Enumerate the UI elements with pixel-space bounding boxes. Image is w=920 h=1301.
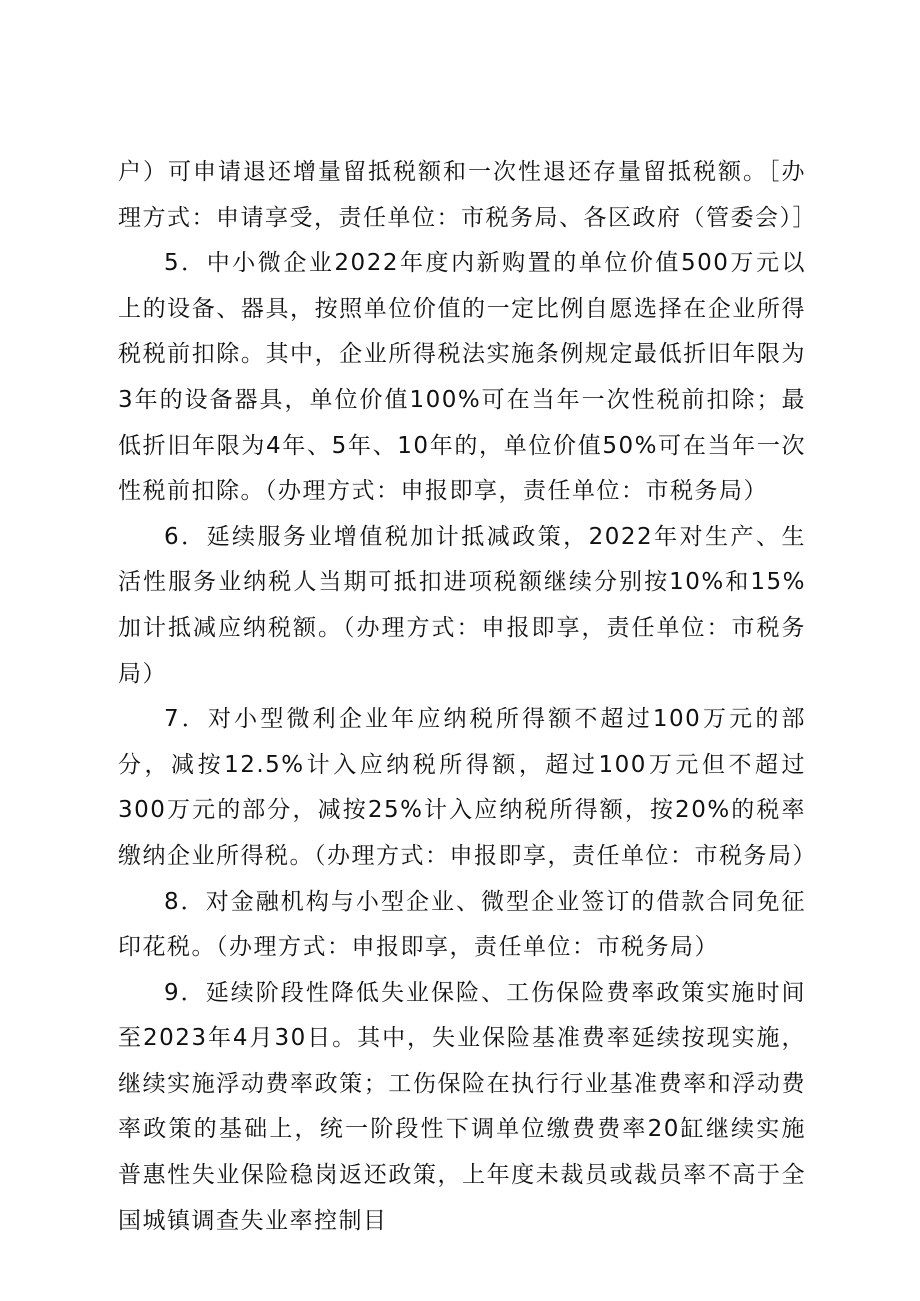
- paragraph-item-7: 7．对小型微利企业年应纳税所得额不超过100万元的部分，减按12.5%计入应纳税所得额，超过100万元但不超过300万元的部分，减按25%计入应纳税所得额，按20%的税率缴纳企业所得税。（办理方式：申报即享，责任单位：市税务局）: [118, 706, 817, 869]
- document-body: [118, 150, 817, 1244]
- paragraph-continuation: 户）可申请退还增量留抵税额和一次性退还存量留抵税额。［办理方式：申请享受，责任单位：市税务局、各区政府（管委会）］: [118, 159, 817, 231]
- paragraph-item-6: 6．延续服务业增值税加计抵减政策，2022年对生产、生活性服务业纳税人当期可抵扣进项税额继续分别按10%和15%加计抵减应纳税额。（办理方式：申报即享，责任单位：市税务局）: [118, 523, 806, 687]
- paragraph-item-9: 9．延续阶段性降低失业保险、工伤保险费率政策实施时间至2023年4月30日。其中，失业保险基准费率延续按现实施，继续实施浮动费率政策；工伤保险在执行行业基准费率和浮动费率政策的基础上，统一阶段性下调单位缴费费率20缸继续实施普惠性失业保险稳岗返还政策，上年度未裁员或裁员率不高于全国城镇调查失业率控制目: [118, 979, 806, 1234]
- paragraph-item-8: 8．对金融机构与小型企业、微型企业签订的借款合同免征印花税。（办理方式：申报即享，责任单位：市税务局）: [118, 888, 806, 961]
- paragraph-item-5: 5．中小微企业2022年度内新购置的单位价值500万元以上的设备、器具，按照单位价值的一定比例自愿选择在企业所得税税前扣除。其中，企业所得税法实施条例规定最低折旧年限为3年的设备器具，单位价值100%可在当年一次性税前扣除；最低折旧年限为4年、5年、10年的，单位价值50%可在当年一次性税前扣除。（办理方式：申报即享，责任单位：市税务局）: [118, 250, 806, 505]
